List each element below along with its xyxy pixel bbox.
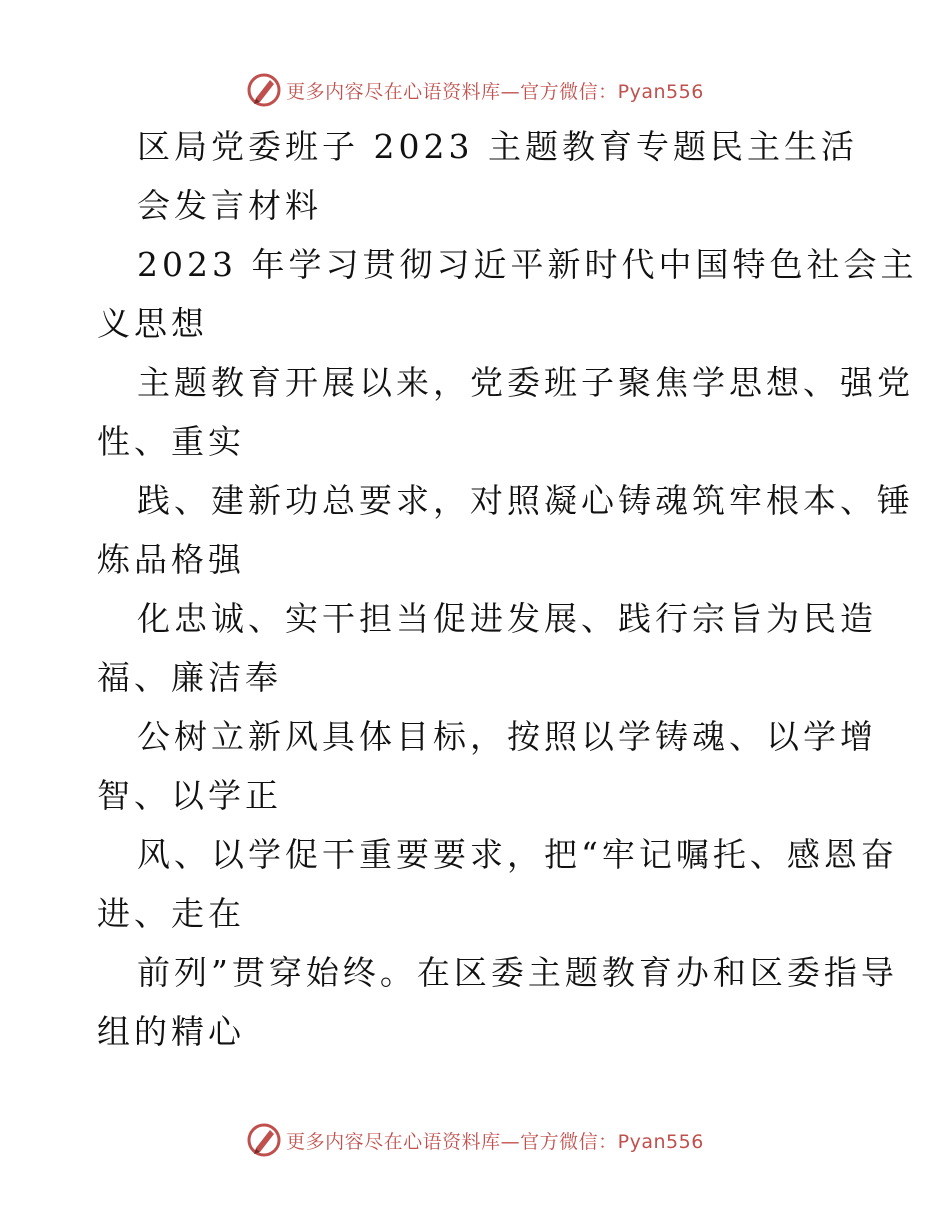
header-watermark: [0, 70, 950, 110]
text-line: 2023 年学习贯彻习近平新时代中国特色社会主: [137, 245, 918, 284]
footer-watermark: [0, 1120, 950, 1160]
text-line: 化忠诚、实干担当促进发展、践行宗旨为民造: [137, 599, 877, 638]
text-line: 践、建新功总要求，对照凝心铸魂筑牢根本、锤: [137, 481, 914, 520]
text-line: 组的精心: [97, 1012, 245, 1051]
text-line: 炼品格强: [97, 540, 245, 579]
text-line: 公树立新风具体目标，按照以学铸魂、以学增: [137, 717, 877, 756]
text-line: 会发言材料: [137, 186, 322, 225]
text-line: 性、重实: [97, 422, 245, 461]
text-line: 区局党委班子 2023 主题教育专题民主生活: [137, 127, 858, 166]
watermark-text: 更多内容尽在心语资料库—官方微信：Pyan556: [286, 80, 704, 103]
text-line: 智、以学正: [97, 776, 282, 815]
pen-logo-icon: [246, 72, 282, 108]
pen-logo-icon: [246, 1122, 282, 1158]
watermark-text: 更多内容尽在心语资料库—官方微信：Pyan556: [286, 1130, 704, 1153]
text-line: 前列”贯穿始终。在区委主题教育办和区委指导: [137, 953, 898, 992]
text-line: 风、以学促干重要要求，把“牢记嘱托、感恩奋: [137, 835, 898, 874]
text-line: 主题教育开展以来，党委班子聚焦学思想、强党: [137, 363, 914, 402]
text-line: 义思想: [97, 304, 208, 343]
text-line: 福、廉洁奉: [97, 658, 282, 697]
text-line: 进、走在: [97, 894, 245, 933]
